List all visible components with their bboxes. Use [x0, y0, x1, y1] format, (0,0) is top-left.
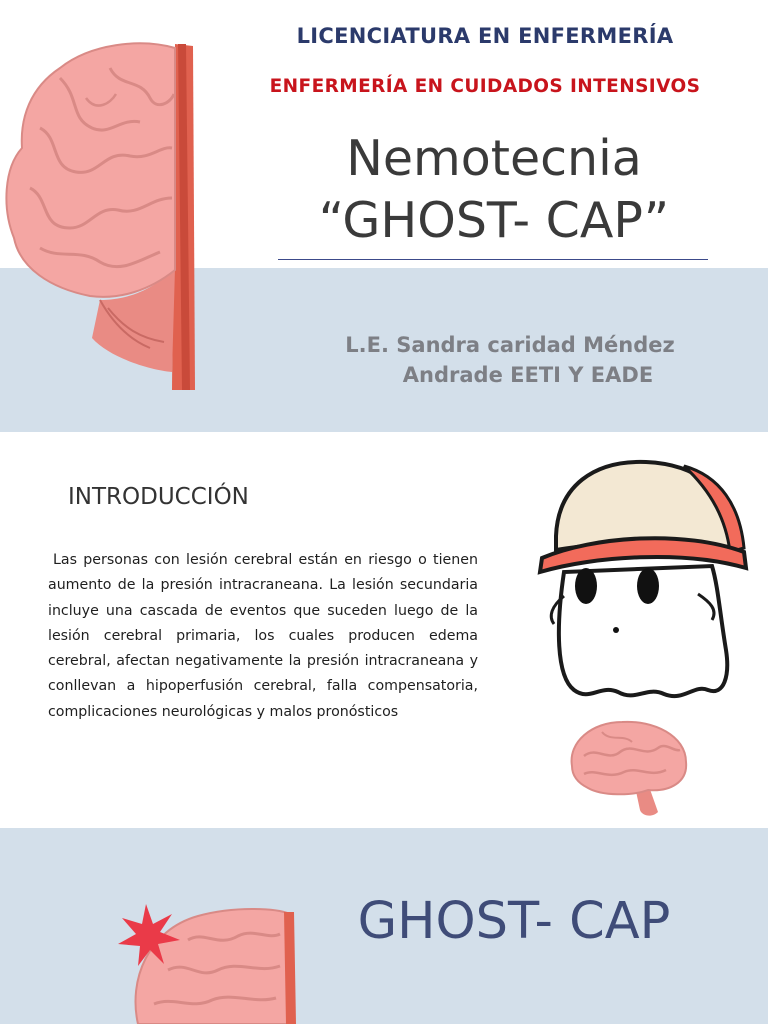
title-divider: [278, 259, 708, 260]
program-title: LICENCIATURA EN ENFERMERÍA: [296, 24, 674, 48]
section-title: GHOST- CAP: [357, 892, 671, 951]
page-title: [276, 128, 712, 252]
brain-small-illustration: [562, 712, 692, 822]
brain-injury-illustration: [108, 900, 298, 1024]
author-block: [300, 330, 720, 390]
intro-body: Las personas con lesión cerebral están en riesgo o tienen aumento de la presión intracraneana. La lesión secundaria incluye una cascada de eventos que suceden luego de la lesión cerebral primaria, los cuales producen edema cerebral, afectan negativamente la presión intracraneana y conllevan a hipoperfusión cerebral, falla compensatoria, complicaciones neurológicas y malos pronósticos: [48, 552, 478, 720]
title-line-2: “GHOST- CAP”: [318, 192, 670, 249]
title-line-1: Nemotecnia: [346, 130, 642, 187]
brain-illustration: [0, 38, 200, 394]
ghost-with-cap-illustration: [534, 440, 764, 708]
specialty-title: ENFERMERÍA EN CUIDADOS INTENSIVOS: [269, 76, 701, 97]
author-line-1: L.E. Sandra caridad Méndez: [345, 333, 675, 357]
intro-heading: INTRODUCCIÓN: [68, 484, 249, 510]
author-line-2: Andrade EETI Y EADE: [402, 363, 654, 387]
